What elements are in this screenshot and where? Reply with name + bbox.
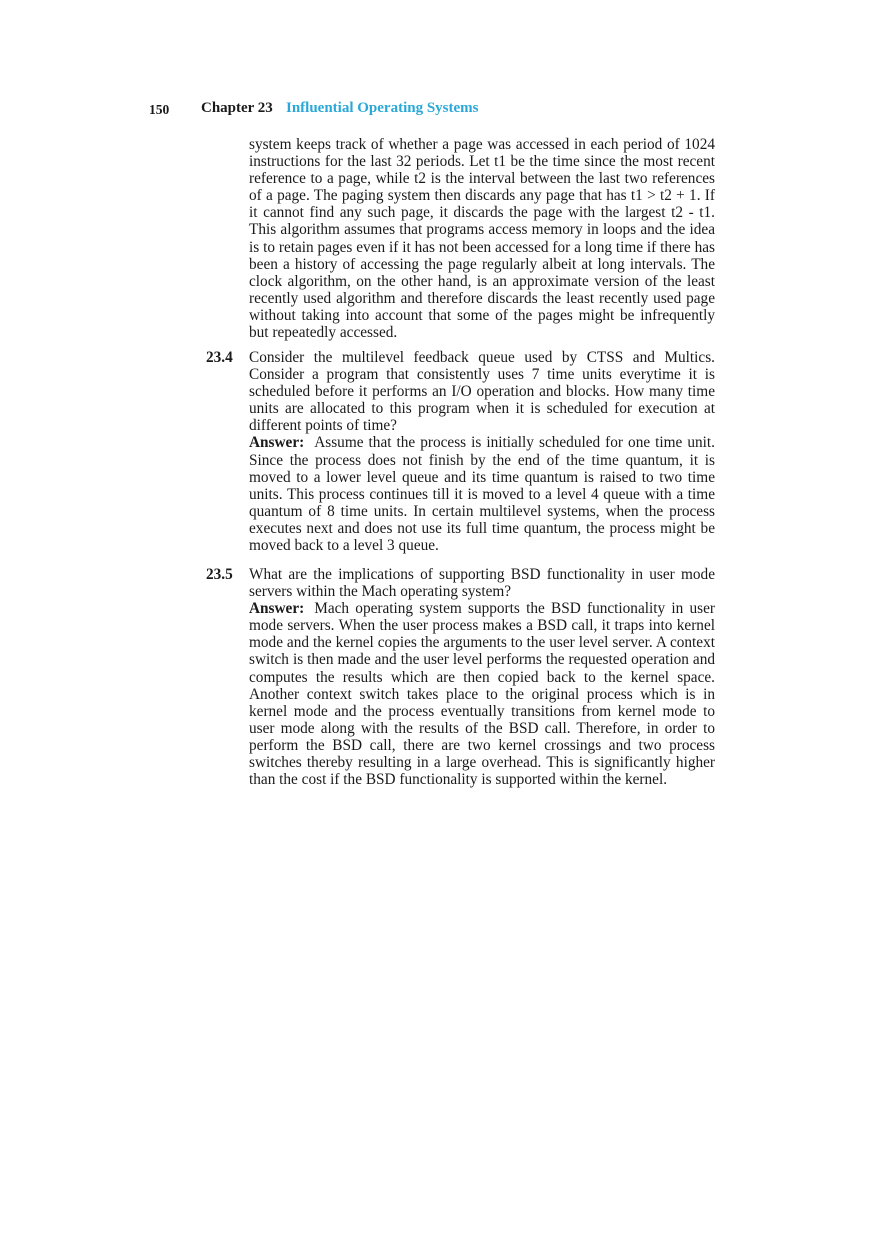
exercise-answer [249, 434, 715, 554]
exercise-question: Consider the multilevel feedback queue used by CTSS and Multics. Consider a program that consistently uses 7 time units everytime it is scheduled before it performs an I/O operation and blocks. How many time units are allocated to this program when it is scheduled for execution at different points of time? [249, 349, 715, 435]
page-header [149, 100, 729, 122]
page-number: 150 [149, 102, 170, 117]
exercise-23-5 [206, 566, 715, 788]
answer-text: Assume that the process is initially scheduled for one time unit. Since the process does not finish by the end of the time quantum, it is moved to a lower level queue and its time quantum is raised to two time units. This process continues till it is moved to a level 4 queue with a time quantum of 8 time units. In certain multilevel systems, when the process executes next and does not use its full time quantum, the process might be moved back to a level 3 queue. [249, 434, 715, 555]
exercise-number: 23.5 [206, 566, 233, 583]
answer-label: Answer: [249, 600, 305, 618]
answer-label: Answer: [249, 434, 305, 452]
continuation-paragraph: system keeps track of whether a page was accessed in each period of 1024 instructions for the last 32 periods. Let t1 be the time since the most recent reference to a page, while t2 is the interval between the last two references of a page. The paging system then discards any page that has t1 > t2 + 1. If it cannot find any such page, it discards the page with the largest t2 - t1. This algorithm assumes that programs access memory in loops and the idea is to retain pages even if it has not been accessed for a long time if there has been a history of accessing the page regularly albeit at long intervals. The clock algorithm, on the other hand, is an approximate version of the least recently used algorithm and therefore discards the least recently used page without taking into account that some of the pages might be infrequently but repeatedly accessed. [249, 136, 715, 342]
exercise-answer [249, 600, 715, 788]
answer-text: Mach operating system supports the BSD functionality in user mode servers. When the user process makes a BSD call, it traps into kernel mode and the kernel copies the arguments to the user level server. A context switch is then made and the user level performs the requested operation and computes the results which are then copied back to the kernel space. Another context switch takes place to the original process which is in kernel mode and the process eventually transitions from kernel mode to user mode along with the results of the BSD call. Therefore, in order to perform the BSD call, there are two kernel crossings and two process switches thereby resulting in a large overhead. This is significantly higher than the cost if the BSD functionality is supported within the kernel. [249, 600, 715, 789]
exercise-number: 23.4 [206, 349, 233, 366]
exercise-23-4 [206, 349, 715, 554]
chapter-label: Chapter 23 [201, 100, 273, 116]
exercise-question: What are the implications of supporting BSD functionality in user mode servers within the Mach operating system? [249, 566, 715, 601]
chapter-title: Influential Operating Systems [286, 100, 479, 116]
